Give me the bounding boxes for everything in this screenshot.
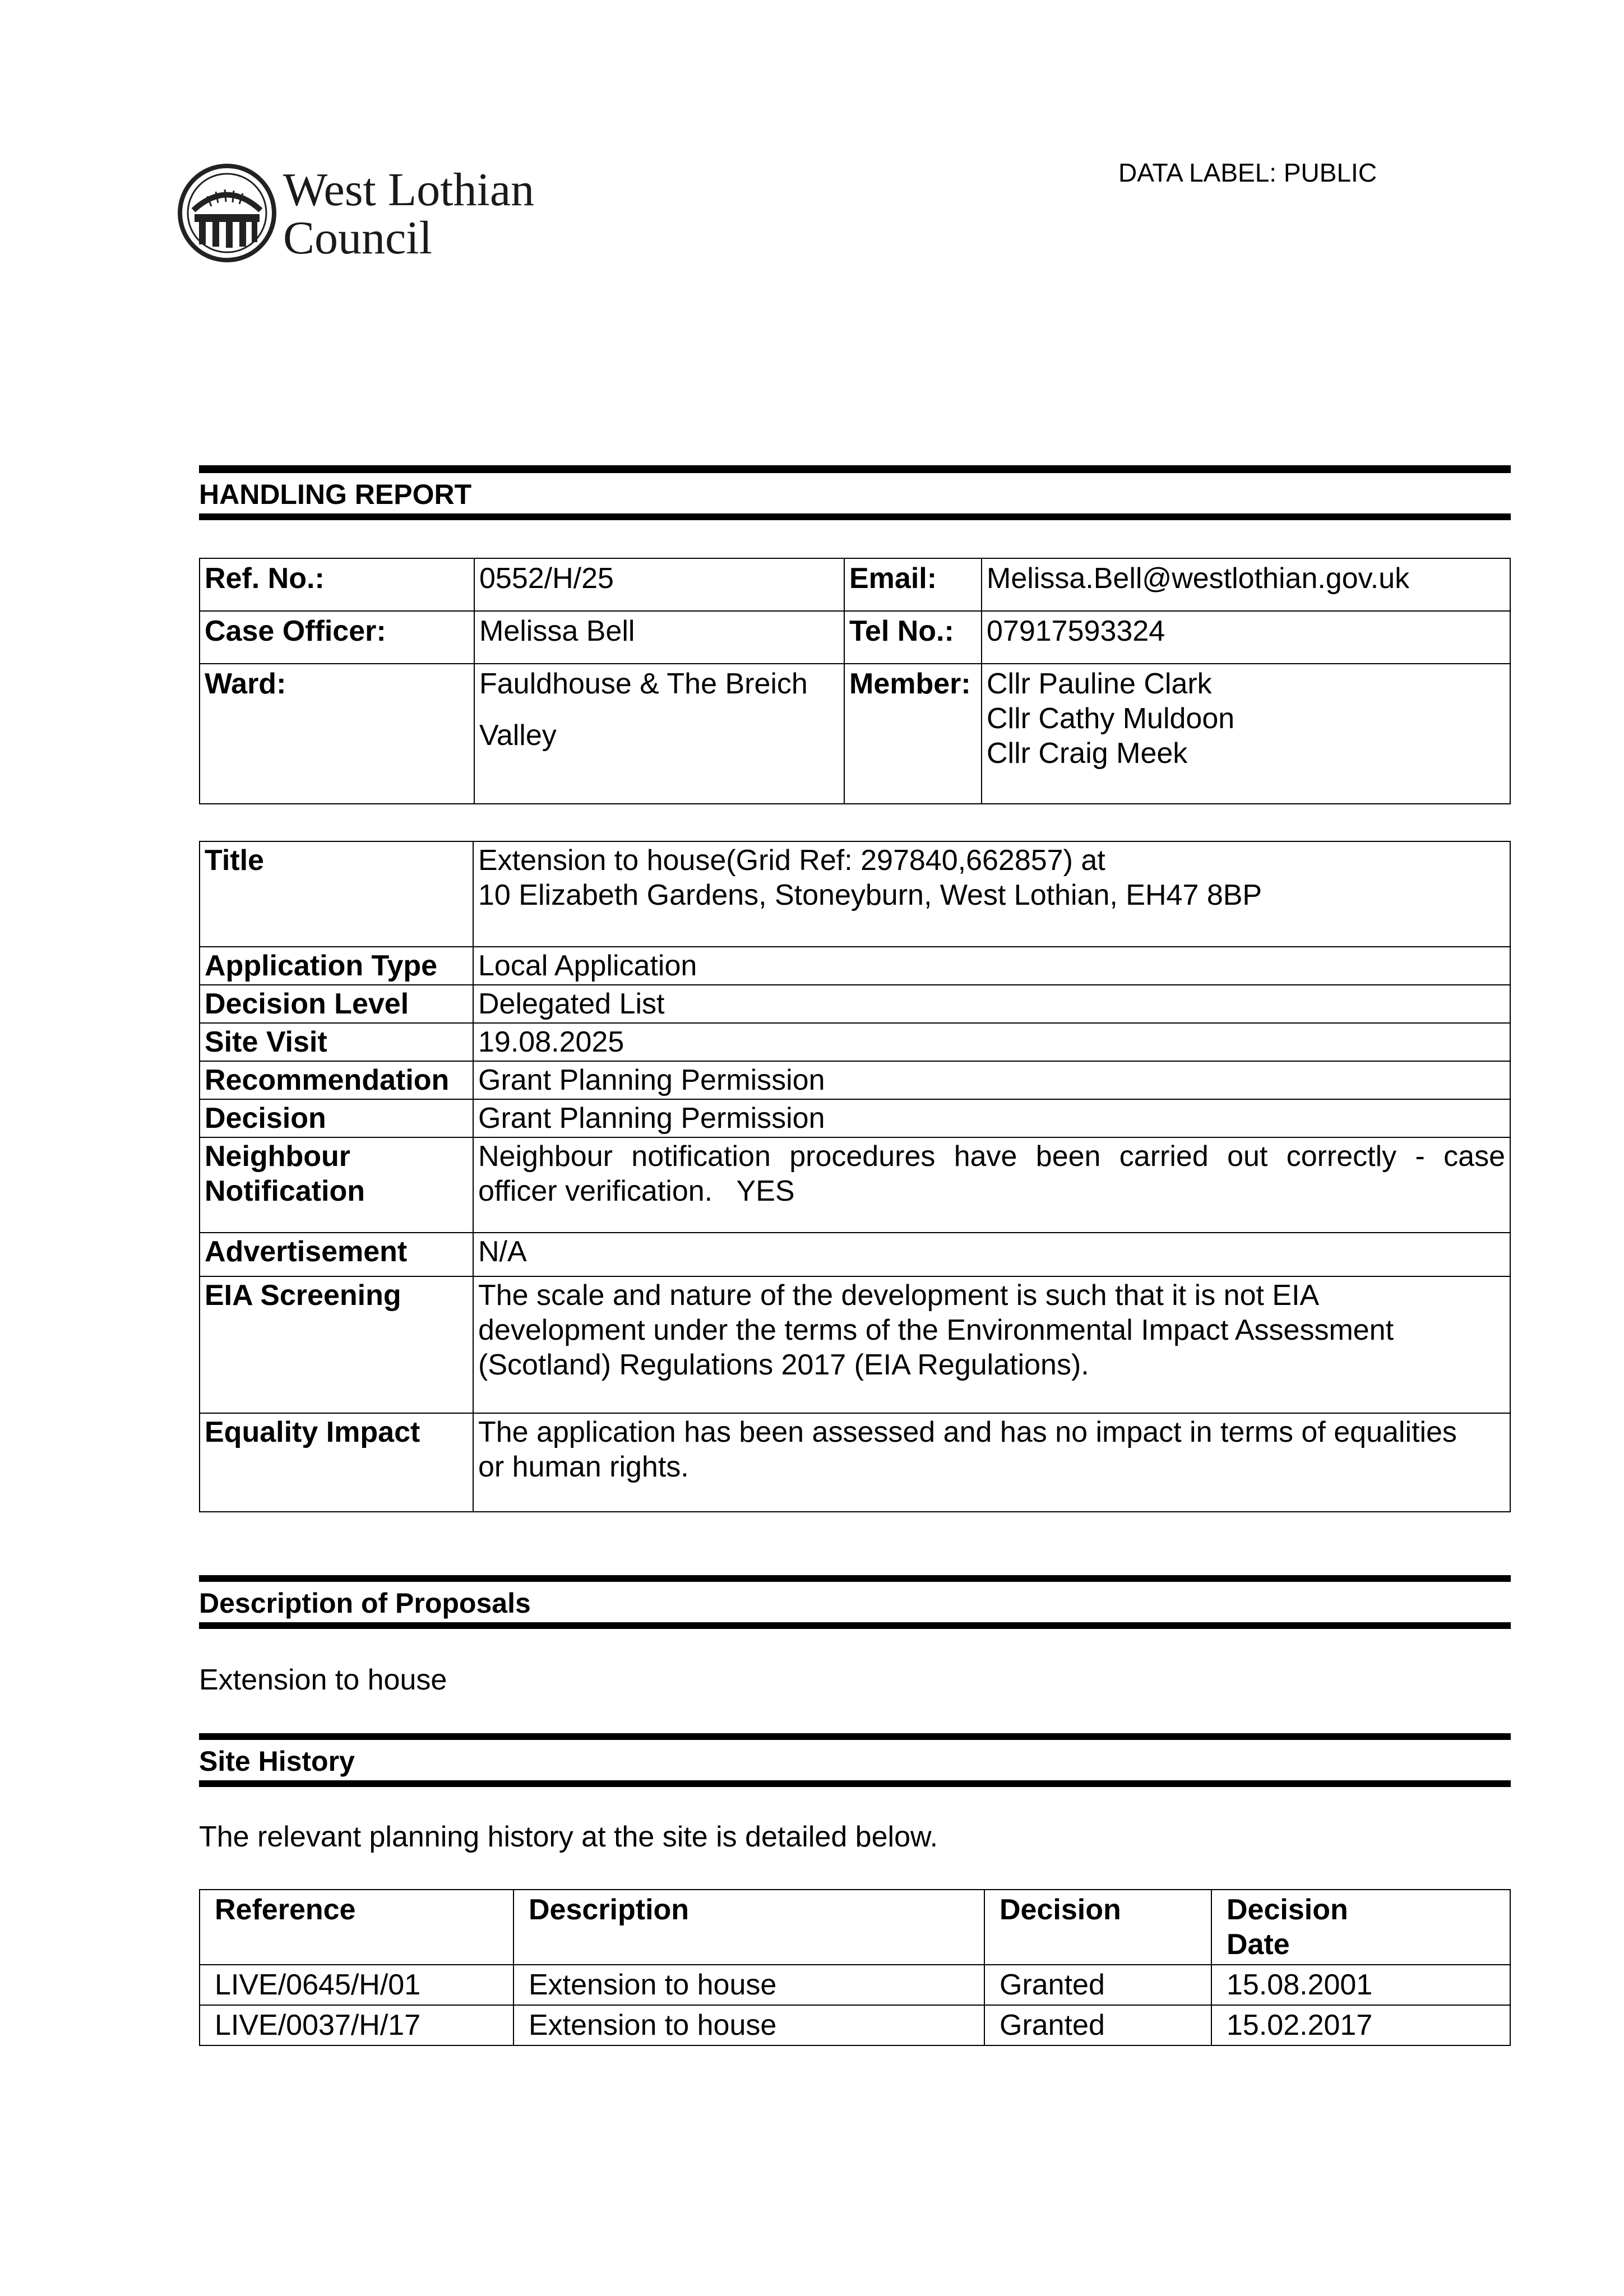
site-visit-value: 19.08.2025 [473,1023,1510,1061]
eia-line-3: (Scotland) Regulations 2017 (EIA Regulations). [478,1349,1089,1381]
application-details-table [199,841,1511,1512]
council-name-line-1: West Lothian [283,164,535,216]
neighbour-label-line-1: Neighbour [205,1140,350,1173]
email-label: Email: [844,558,982,611]
tel-value: 07917593324 [982,611,1510,664]
heading-rule-top [199,1733,1511,1740]
table-row [200,1061,1510,1099]
table-row [200,841,1510,947]
heading-rule-bottom [199,1780,1511,1787]
handling-report-title: HANDLING REPORT [199,479,472,510]
data-label: DATA LABEL: PUBLIC [1118,158,1377,187]
case-officer-label: Case Officer: [200,611,474,664]
title-value [473,841,1510,947]
decision-level-value: Delegated List [473,985,1510,1023]
ward-value-line-2: Valley [479,719,557,752]
title-label: Title [200,841,473,947]
tel-label: Tel No.: [844,611,982,664]
table-row [200,1233,1510,1276]
history-date-cell: 15.08.2001 [1211,1965,1510,2005]
site-history-intro: The relevant planning history at the site is detailed below. [199,1821,938,1853]
member-label: Member: [844,664,982,804]
site-history-heading [199,1733,1511,1787]
ward-value [474,664,844,804]
neighbour-notification-label [200,1137,473,1233]
member-item: Cllr Craig Meek [987,737,1188,770]
member-item: Cllr Cathy Muldoon [987,702,1235,735]
table-row [200,1099,1510,1137]
recommendation-value: Grant Planning Permission [473,1061,1510,1099]
site-visit-label: Site Visit [200,1023,473,1061]
eia-line-2: development under the terms of the Environmental Impact Assessment [478,1314,1394,1346]
table-row [200,985,1510,1023]
handling-report-heading [199,465,1511,520]
table-row [200,1023,1510,1061]
table-row [200,1413,1510,1512]
eia-screening-value [473,1276,1510,1413]
heading-rule-bottom [199,513,1511,520]
heading-rule-top [199,465,1511,473]
proposals-title: Description of Proposals [199,1587,531,1619]
decision-value: Grant Planning Permission [473,1099,1510,1137]
case-info-table [199,558,1511,804]
site-history-title: Site History [199,1746,355,1777]
neighbour-line-1: Neighbour notification procedures have been carried out correctly - case [478,1140,1505,1173]
history-decision-cell: Granted [984,1965,1211,2005]
member-item: Cllr Pauline Clark [987,668,1212,700]
proposals-heading [199,1575,1511,1629]
heading-rule-top [199,1575,1511,1582]
history-reference-cell: LIVE/0645/H/01 [200,1965,513,2005]
council-name-line-2: Council [283,212,432,264]
viaduct-emblem-icon [177,163,277,263]
equality-line-2: or human rights. [478,1451,689,1483]
ref-label: Ref. No.: [200,558,474,611]
title-line-2: 10 Elizabeth Gardens, Stoneyburn, West Lothian, EH47 8BP [478,879,1262,911]
neighbour-notification-value [473,1137,1510,1233]
decision-level-label: Decision Level [200,985,473,1023]
table-row [200,2005,1510,2045]
case-officer-value: Melissa Bell [474,611,844,664]
table-row [200,611,1510,664]
heading-rule-bottom [199,1622,1511,1629]
council-logo [177,163,558,269]
table-row [200,664,1510,804]
equality-line-1: The application has been assessed and has no impact in terms of equalities [478,1416,1457,1448]
column-header-decision-date [1211,1890,1510,1965]
table-row [200,1137,1510,1233]
neighbour-label-line-2: Notification [205,1175,365,1207]
neighbour-line-2: officer verification. YES [478,1175,795,1207]
application-type-label: Application Type [200,947,473,985]
history-description-cell: Extension to house [513,1965,984,2005]
table-row [200,947,1510,985]
member-list [982,664,1510,804]
table-header-row [200,1890,1510,1965]
equality-impact-label: Equality Impact [200,1413,473,1512]
recommendation-label: Recommendation [200,1061,473,1099]
equality-impact-value [473,1413,1510,1512]
table-row [200,1965,1510,2005]
decision-label: Decision [200,1099,473,1137]
ward-value-line-1: Fauldhouse & The Breich [479,668,808,700]
table-row [200,1276,1510,1413]
table-row [200,558,1510,611]
site-history-table [199,1889,1511,2046]
email-value: Melissa.Bell@westlothian.gov.uk [982,558,1510,611]
proposals-text: Extension to house [199,1664,447,1696]
advertisement-value: N/A [473,1233,1510,1276]
history-description-cell: Extension to house [513,2005,984,2045]
column-header-decision: Decision [984,1890,1211,1965]
decision-date-header-line-2: Date [1227,1928,1290,1961]
history-reference-cell: LIVE/0037/H/17 [200,2005,513,2045]
eia-line-1: The scale and nature of the development is such that it is not EIA [478,1279,1320,1312]
ref-value: 0552/H/25 [474,558,844,611]
council-name [283,166,534,262]
decision-date-header-line-1: Decision [1227,1894,1348,1926]
history-decision-cell: Granted [984,2005,1211,2045]
title-line-1: Extension to house(Grid Ref: 297840,662857) at [478,844,1105,877]
application-type-value: Local Application [473,947,1510,985]
history-date-cell: 15.02.2017 [1211,2005,1510,2045]
ward-label: Ward: [200,664,474,804]
column-header-description: Description [513,1890,984,1965]
eia-screening-label: EIA Screening [200,1276,473,1413]
advertisement-label: Advertisement [200,1233,473,1276]
column-header-reference: Reference [200,1890,513,1965]
